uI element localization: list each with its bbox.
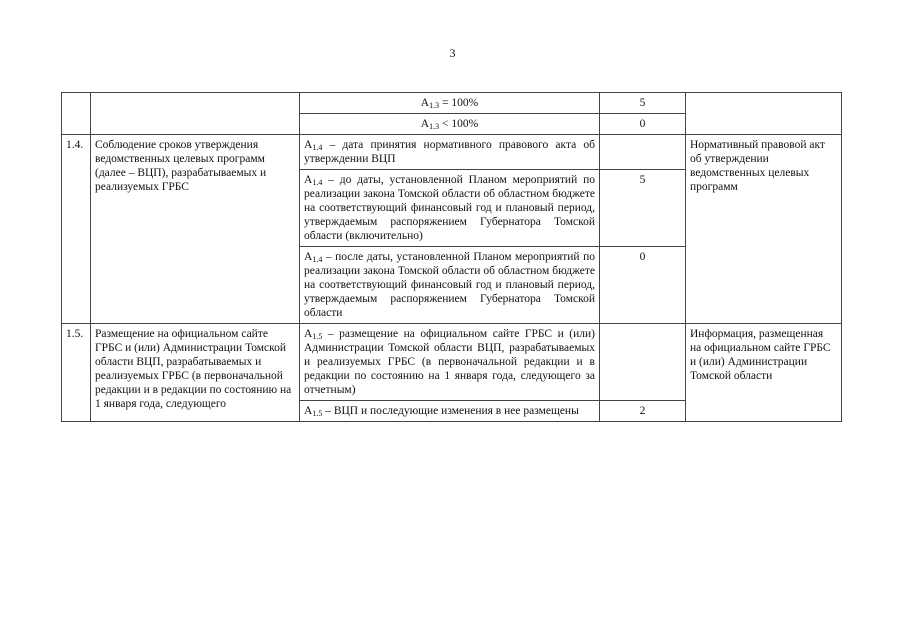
table-row bbox=[62, 93, 842, 114]
condition-cell: $A_{1.4}$ – до даты, установленной Планом мероприятий по реализации закона Томской области об областном бюджете на соответствующий финансовый год и плановый период, утверждаемым распоряжением Губернатора Томской области (включительно) bbox=[300, 170, 600, 247]
number-cell: 1.5. bbox=[62, 324, 91, 422]
points-cell bbox=[600, 324, 686, 401]
condition-cell: $A_{1.5}$ – ВЦП и последующие изменения в нее размещены bbox=[300, 401, 600, 422]
criterion-cell: Соблюдение сроков утверждения ведомственных целевых программ (далее – ВЦП), разрабатываемых и реализуемых ГРБС bbox=[91, 135, 300, 324]
table-row bbox=[62, 324, 842, 401]
definition-cell: $A_{1.5}$ – размещение на официальном сайте ГРБС и (или) Администрации Томской области ВЦП, разрабатываемых и реализуемых ГРБС (в первоначальной редакции и в редакции по состоянию на 1 января года, следующего за отчетным) bbox=[300, 324, 600, 401]
number-cell: 1.4. bbox=[62, 135, 91, 324]
points-cell: 0 bbox=[600, 247, 686, 324]
condition-cell: $A_{1.4}$ – после даты, установленной Планом мероприятий по реализации закона Томской области об областном бюджете на соответствующий финансовый год и плановый период, утверждаемым распоряжением Губернатора Томской области bbox=[300, 247, 600, 324]
number-cell bbox=[62, 93, 91, 135]
source-cell bbox=[686, 93, 842, 135]
points-cell: 2 bbox=[600, 401, 686, 422]
condition-cell: $A_{1.3} < 100\%$ bbox=[300, 114, 600, 135]
criteria-table bbox=[61, 92, 842, 422]
points-cell: 5 bbox=[600, 170, 686, 247]
points-cell bbox=[600, 135, 686, 170]
table-row bbox=[62, 135, 842, 170]
points-cell: 5 bbox=[600, 93, 686, 114]
condition-cell: $A_{1.3} = 100\%$ bbox=[300, 93, 600, 114]
criterion-cell: Размещение на официальном сайте ГРБС и (или) Администрации Томской области ВЦП, разрабатываемых и реализуемых ГРБС (в первоначальной редакции и в редакции по состоянию на 1 января года, следующего bbox=[91, 324, 300, 422]
points-cell: 0 bbox=[600, 114, 686, 135]
page-number: 3 bbox=[449, 46, 456, 60]
source-cell: Информация, размещенная на официальном сайте ГРБС и (или) Администрации Томской области bbox=[686, 324, 842, 422]
source-cell: Нормативный правовой акт об утверждении ведомственных целевых программ bbox=[686, 135, 842, 324]
definition-cell: $A_{1.4}$ – дата принятия нормативного правового акта об утверждении ВЦП bbox=[300, 135, 600, 170]
criterion-cell bbox=[91, 93, 300, 135]
